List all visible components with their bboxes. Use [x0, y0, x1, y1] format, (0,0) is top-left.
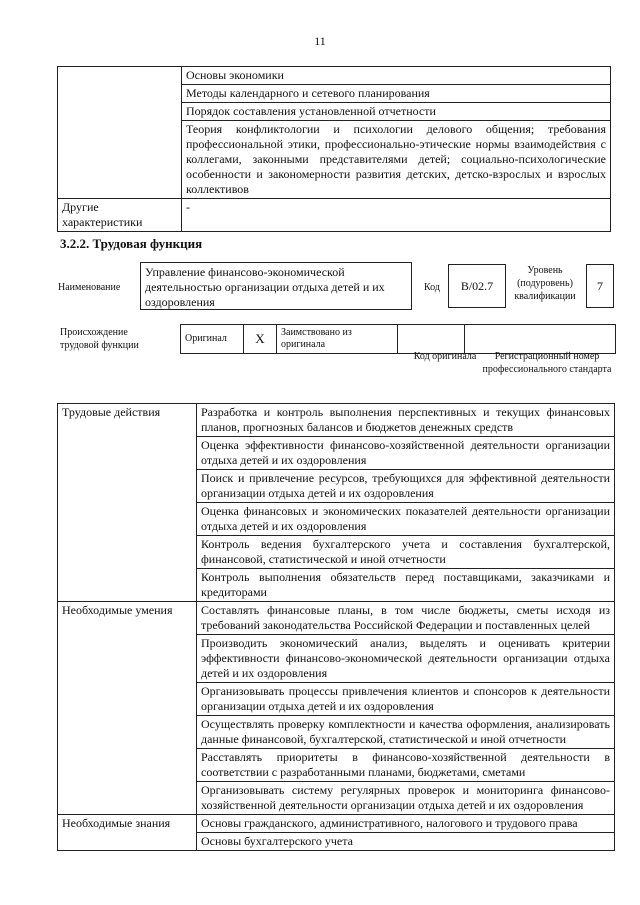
- function-name: Управление финансово-экономической деятельностью организации отдыха детей и их оздоровления: [140, 262, 412, 310]
- other-characteristics-value: -: [182, 199, 611, 232]
- continuation-table: [57, 66, 611, 232]
- skill-item: Расставлять приоритеты в финансово-хозяйственной деятельности в соответствии с разработанными планами, бюджетами, сметами: [197, 749, 615, 782]
- origin-label: Происхождение трудовой функции: [60, 327, 139, 351]
- knowledge-item: Теория конфликтологии и психологии делового общения; требования профессиональной этики, профессионально-этические нормы взаимодействия с коллегами, законными представителями детей; социально-психологические особенности и закономерности развития детских, детско-взрослых и взрослых коллективов: [182, 121, 611, 199]
- skill-item: Производить экономический анализ, выделять и оценивать критерии эффективности финансово-экономической деятельности организации отдыха детей и их оздоровления: [197, 635, 615, 683]
- borrowed-label: Заимствовано из оригинала: [277, 325, 398, 354]
- labor-action-item: Контроль выполнения обязательств перед поставщиками, заказчиками и кредиторами: [197, 569, 615, 602]
- reg-number-label: Регистрационный номер профессионального стандарта: [482, 351, 612, 375]
- skills-label: Необходимые умения: [58, 602, 197, 815]
- code-original-label: Код оригинала: [413, 351, 477, 362]
- function-code: B/02.7: [448, 264, 506, 308]
- labor-action-item: Поиск и привлечение ресурсов, требующихся для эффективной деятельности организации отдыха детей и их оздоровления: [197, 470, 615, 503]
- labor-action-item: Разработка и контроль выполнения перспективных и текущих финансовых планов, прогнозных балансов и бюджетов денежных средств: [197, 404, 615, 437]
- labor-action-item: Оценка финансовых и экономических показателей деятельности организации отдыха детей и их оздоровления: [197, 503, 615, 536]
- code-label: Код: [424, 282, 440, 293]
- original-label: Оригинал: [181, 325, 244, 354]
- knowledge-label-cell: [58, 67, 182, 199]
- skill-item: Составлять финансовые планы, в том числе бюджеты, сметы исходя из требований законодательства Российской Федерации и поставленных целей: [197, 602, 615, 635]
- knowledge-item: Методы календарного и сетевого планирования: [182, 85, 611, 103]
- other-characteristics-label: Другие характеристики: [58, 199, 182, 232]
- original-mark: X: [244, 325, 277, 354]
- knowledge-label: Необходимые знания: [58, 815, 197, 851]
- section-title: 3.2.2. Трудовая функция: [60, 236, 203, 251]
- knowledge-item: Порядок составления установленной отчетности: [182, 103, 611, 121]
- name-label: Наименование: [58, 282, 121, 293]
- labor-action-item: Контроль ведения бухгалтерского учета и составления бухгалтерской, финансовой, статистической и иной отчетности: [197, 536, 615, 569]
- skill-item: Организовывать систему регулярных проверок и мониторинга финансово-хозяйственной деятельности организации отдыха детей и их оздоровления: [197, 782, 615, 815]
- knowledge-item: Основы экономики: [182, 67, 611, 85]
- labor-action-item: Оценка эффективности финансово-хозяйственной деятельности организации отдыха детей и их оздоровления: [197, 437, 615, 470]
- labor-actions-label: Трудовые действия: [58, 404, 197, 602]
- skill-item: Осуществлять проверку комплектности и качества оформления, анализировать данные финансовой, бухгалтерской, статистической и иной отчетности: [197, 716, 615, 749]
- qualification-level: 7: [586, 264, 614, 308]
- skill-item: Организовывать процессы привлечения клиентов и спонсоров к деятельности организации отдыха детей и их оздоровления: [197, 683, 615, 716]
- knowledge-item: Основы бухгалтерского учета: [197, 833, 615, 851]
- knowledge-item: Основы гражданского, административного, налогового и трудового права: [197, 815, 615, 833]
- page-number: 11: [314, 34, 326, 48]
- function-details-table: [57, 403, 615, 851]
- level-label: Уровень (подуровень) квалификации: [514, 265, 576, 302]
